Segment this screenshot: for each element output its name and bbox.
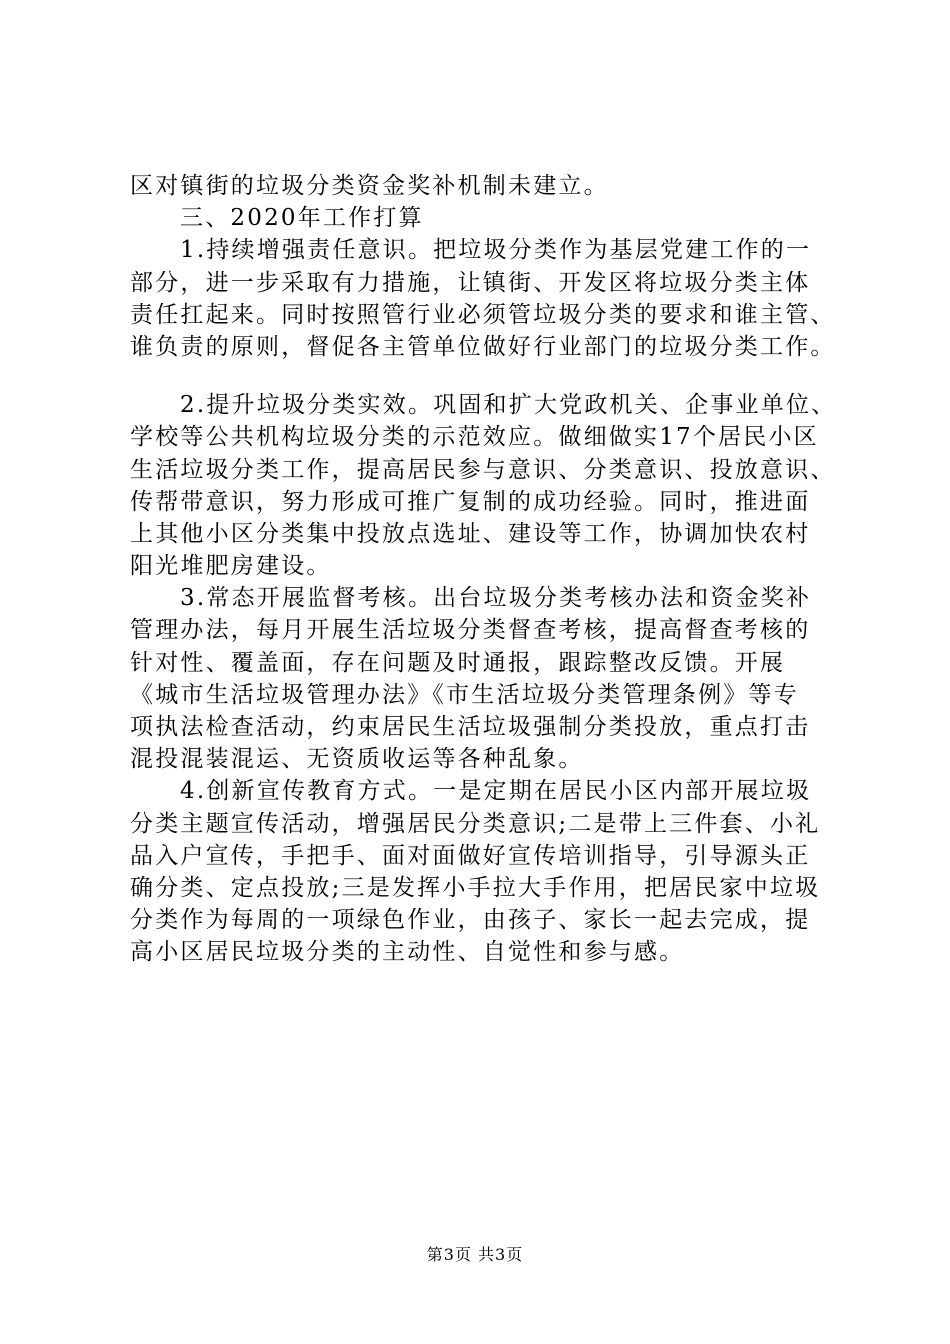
text-line: 3.常态开展监督考核。出台垃圾分类考核办法和资金奖补	[180, 585, 812, 612]
text-line: 谁负责的原则，督促各主管单位做好行业部门的垃圾分类工作。	[130, 333, 836, 360]
text-line: 生活垃圾分类工作，提高居民参与意识、分类意识、投放意识、	[130, 456, 836, 483]
text-line: 分类主题宣传活动，增强居民分类意识;二是带上三件套、小礼	[130, 810, 821, 837]
text-line: 管理办法，每月开展生活垃圾分类督查考核，提高督查考核的	[130, 617, 811, 644]
paragraph-gap	[130, 363, 830, 389]
text-line: 区对镇街的垃圾分类资金奖补机制未建立。	[130, 173, 609, 199]
text-line: 《城市生活垃圾管理办法》《市生活垃圾分类管理条例》等专	[130, 681, 799, 708]
text-line: 阳光堆肥房建设。	[130, 553, 332, 580]
document-body	[130, 170, 837, 969]
page-number-footer: 第3页 共3页	[426, 1245, 524, 1264]
text-line: 2.提升垃圾分类实效。巩固和扩大党政机关、企事业单位、	[180, 392, 837, 419]
section-heading: 三、2020年工作打算	[180, 205, 424, 232]
text-line: 传帮带意识，努力形成可推广复制的成功经验。同时，推进面	[130, 488, 811, 515]
text-line: 品入户宣传，手把手、面对面做好宣传培训指导，引导源头正	[130, 842, 811, 869]
text-line: 4.创新宣传教育方式。一是定期在居民小区内部开展垃圾	[180, 778, 812, 805]
text-line: 高小区居民垃圾分类的主动性、自觉性和参与感。	[130, 939, 685, 966]
text-line: 上其他小区分类集中投放点选址、建设等工作，协调加快农村	[130, 520, 811, 547]
text-line: 部分，进一步采取有力措施，让镇街、开发区将垃圾分类主体	[130, 269, 811, 296]
text-line: 混投混装混运、无资质收运等各种乱象。	[130, 746, 584, 773]
text-line: 责任扛起来。同时按照管行业必须管垃圾分类的要求和谁主管、	[130, 301, 836, 328]
text-line: 1.持续增强责任意识。把垃圾分类作为基层党建工作的一	[180, 237, 812, 264]
text-line: 针对性、覆盖面，存在问题及时通报，跟踪整改反馈。开展	[130, 649, 786, 676]
text-line: 分类作为每周的一项绿色作业，由孩子、家长一起去完成，提	[130, 907, 811, 934]
text-line: 确分类、定点投放;三是发挥小手拉大手作用，把居民家中垃圾	[130, 874, 821, 901]
text-line: 学校等公共机构垃圾分类的示范效应。做细做实17个居民小区	[130, 424, 819, 451]
text-line: 项执法检查活动，约束居民生活垃圾强制分类投放，重点打击	[130, 714, 811, 740]
